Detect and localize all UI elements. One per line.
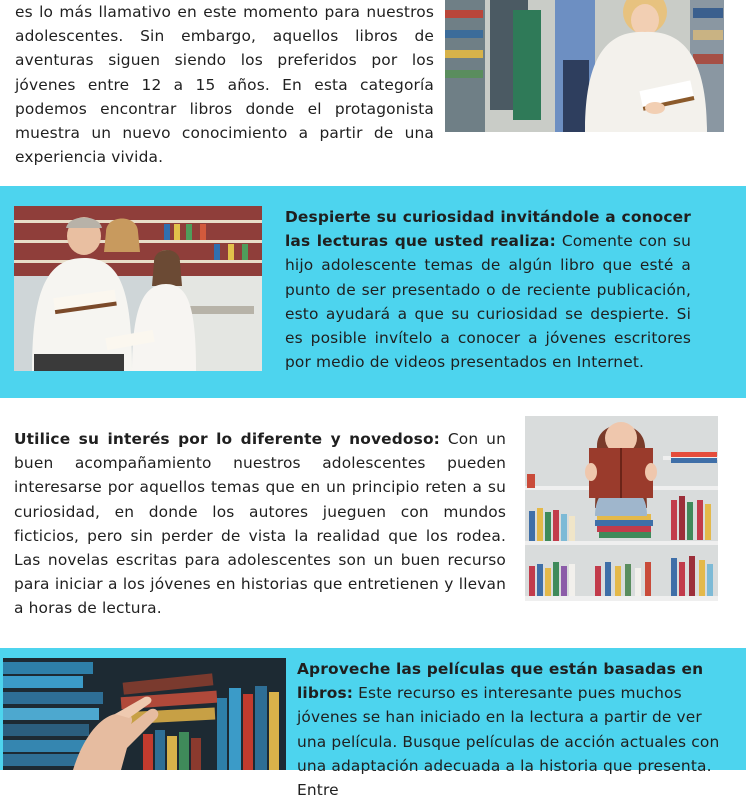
paragraph-adventure-books (15, 0, 434, 169)
paragraph-heading: Despierte su curiosidad invitándole a conocer las lecturas que usted realiza: (285, 208, 691, 251)
photo-family-reading (14, 206, 262, 371)
photo-hand-picking-books (3, 658, 286, 770)
photo-teen-reading-library (445, 0, 724, 132)
paragraph-body: es lo más llamativo en este momento para nuestros adolescentes. Sin embargo, aquellos libros de aventuras siguen siendo los preferidos por los jóvenes entre 12 a 15 años. En esta categoría podemos encontrar libros donde el protagonista muestra un nuevo conocimiento a partir de una experiencia vivida. (15, 3, 434, 167)
paragraph-movies (297, 657, 722, 802)
paragraph-novelty (14, 427, 506, 621)
paragraph-body: Con un buen acompañamiento nuestros adolescentes pueden interesarse por aquellos temas que en un principio reten a su curiosidad, en donde los autores jueguen con mundos ficticios, pero sin perder de vista la realidad que los rodea. Las novelas escritas para adolescentes son un buen recurso para iniciar a los jóvenes en historias que entretienen y llevan a horas de lectura. (14, 430, 506, 618)
paragraph-body: Este recurso es interesante pues muchos jóvenes se han iniciado en la lectura a partir de ver una película. Busque películas de acción actuales con una adaptación adecuada a la historia que presenta. Entre (297, 684, 720, 800)
paragraph-heading: Aproveche las películas que están basadas en libros: (297, 660, 704, 703)
paragraph-heading: Utilice su interés por lo diferente y novedoso: (14, 430, 440, 448)
photo-woman-behind-book (525, 416, 718, 601)
paragraph-curiosity (285, 205, 691, 374)
paragraph-body: Comente con su hijo adolescente temas de algún libro que esté a punto de ser presentado o de reciente publicación, esto ayudará a que su curiosidad se despierte. Si es posible invítelo a conocer a jóvenes escritores por medio de videos presentados en Internet. (285, 232, 691, 372)
